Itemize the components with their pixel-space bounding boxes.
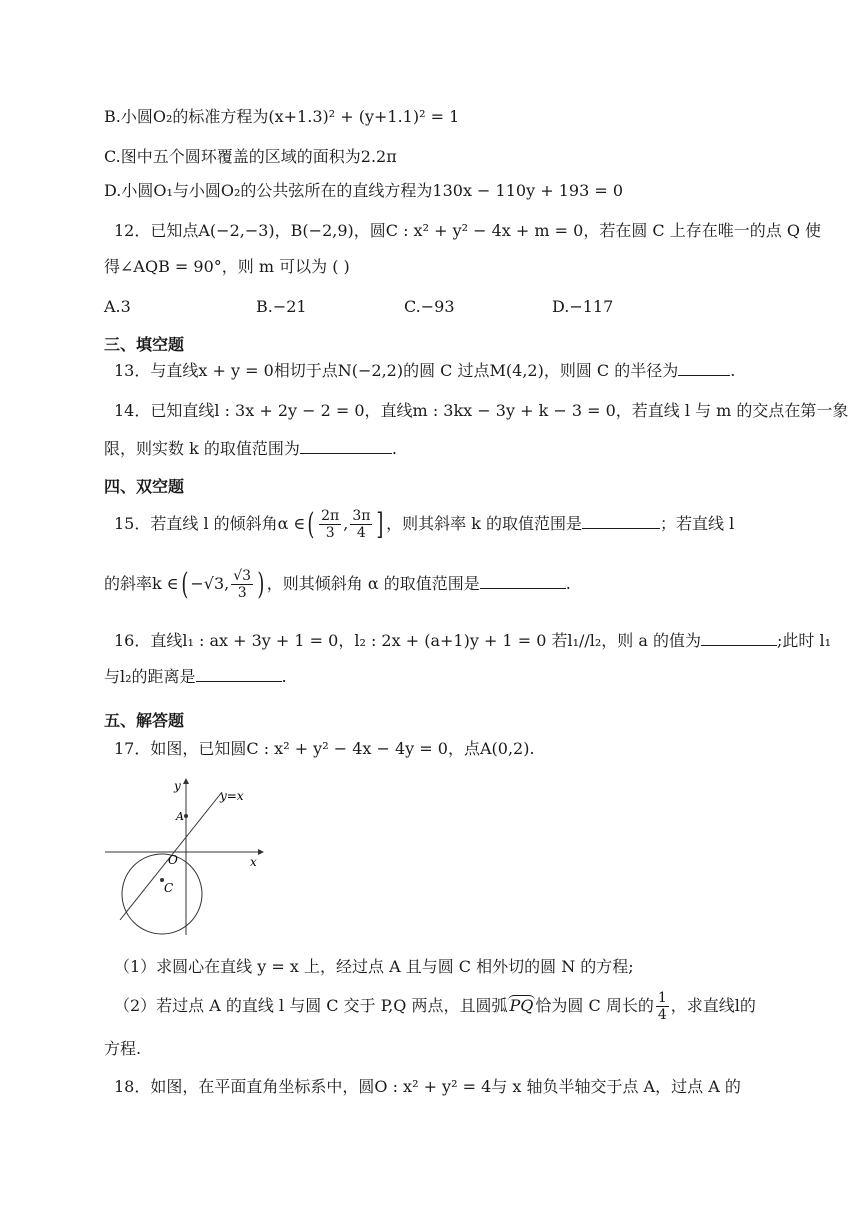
q16-text: 16．直线l₁ : ax + 3y + 1 = 0，l₂ : 2x + (a+1)y + 1 = 0 若l₁//l₂，则 a 的值为 [114,631,702,650]
a-label: A [176,810,184,823]
close-paren: ) [257,566,265,602]
o-label: O [168,853,178,867]
q13 [114,360,735,382]
q16-line1: 16．直线l₁ : ax + 3y + 1 = 0，l₂ : 2x + (a+1)y + 1 = 0 若l₁//l₂，则 a 的值为 ;此时 l₁ [114,631,832,650]
q14-text: 限，则实数 k 的取值范围为 [104,439,300,458]
q15-line1: 15．若直线 l 的倾斜角α ∈( $\frac{2\pi}{3}$ , $\frac{3\pi}{4}$ ] ，则其斜率 k 的取值范围是 ；若直线 l [114,506,735,542]
answer-blank [701,631,777,646]
open-paren: ( [307,506,315,542]
section-5-heading: 五、解答题 [104,711,185,730]
line-label: y=x [220,789,244,803]
q17-part1: （1）求圆心在直线 y = x 上，经过点 A 且与圆 C 相外切的圆 N 的方程; [114,957,634,976]
q14-line2 [104,438,397,460]
q15-line2: 的斜率k ∈( −√3, $\frac{√3}{3}$ ) ，则其倾斜角 α 的取值范围是 . [104,566,571,602]
answer-blank [300,439,392,454]
point-a [184,814,188,818]
q16-text2: 与l₂的距离是 [104,667,196,686]
circle-figure [100,770,270,940]
q16-line2: 与l₂的距离是 . [104,667,287,686]
fraction: $\frac{2\pi}{3}$ [321,508,340,541]
q14-period: . [391,439,397,458]
q15-text-mid2: ；若直线 l [660,514,735,533]
close-bracket: ] [376,506,384,542]
option-c: C.图中五个圆环覆盖的区域的面积为2.2π [104,147,397,166]
option-b: B.小圆O₂的标准方程为(x+1.3)² + (y+1.1)² = 1 [104,107,460,126]
q12-option-a: A.3 [104,297,131,316]
answer-blank [678,361,730,376]
q15-line2-end: ，则其倾斜角 α 的取值范围是 [266,574,480,593]
arc-pq: PQ [509,996,534,1015]
q15-text-mid: ，则其斜率 k 的取值范围是 [386,514,583,533]
q12-option-b: B.−21 [256,297,307,316]
y-label: y [174,779,181,793]
q12-option-d: D.−117 [552,297,614,316]
x-axis-arrow [258,849,264,855]
section-3-heading: 三、填空题 [104,335,185,354]
fraction: $\frac{√3}{3}$ [233,568,252,601]
q13-text: 13．与直线x + y = 0相切于点N(−2,2)的圆 C 过点M(4,2)，则圆 C 的半径为 [114,361,679,380]
q12-line1: 12．已知点A(−2,−3)，B(−2,9)，圆C : x² + y² − 4x + m = 0，若在圆 C 上存在唯一的点 Q 使 [114,221,822,240]
q14-line1: 14．已知直线l : 3x + 2y − 2 = 0，直线m : 3kx − 3y + k − 3 = 0，若直线 l 与 m 的交点在第一象 [114,401,849,420]
fraction: $\frac{3\pi}{4}$ [352,508,371,541]
q12-line2: 得∠AQB = 90°，则 m 可以为 ( ) [104,257,350,276]
q17-part2-line1: （2）若过点 A 的直线 l 与圆 C 交于 P,Q 两点，且圆弧 PQ 恰为圆 C 周长的 $\frac{1}{4}$ ，求直线l的 [114,990,756,1023]
x-label: x [250,855,257,869]
open-paren: ( [180,566,189,602]
c-label: C [164,881,174,895]
fraction-quarter: $\frac{1}{4}$ [657,990,667,1023]
q15-line2-start: 的斜率k ∈ [104,574,179,593]
option-d: D.小圆O₁与小圆O₂的公共弦所在的直线方程为130x − 110y + 193 = 0 [104,181,624,200]
q12-option-c: C.−93 [404,297,455,316]
section-4-heading: 四、双空题 [104,477,185,496]
answer-blank [582,514,660,529]
q15-text-start: 15．若直线 l 的倾斜角α ∈ [114,514,306,533]
answer-blank [480,574,566,589]
circle-c [122,854,202,934]
q17: 17．如图，已知圆C : x² + y² − 4x − 4y = 0，点A(0,2). [114,739,535,758]
q13-period: . [730,361,736,380]
y-axis-arrow [183,778,189,784]
answer-blank [196,667,282,682]
q18: 18．如图，在平面直角坐标系中，圆O : x² + y² = 4与 x 轴负半轴交于点 A，过点 A 的 [114,1077,741,1096]
q17-part2-line2: 方程. [104,1039,142,1058]
